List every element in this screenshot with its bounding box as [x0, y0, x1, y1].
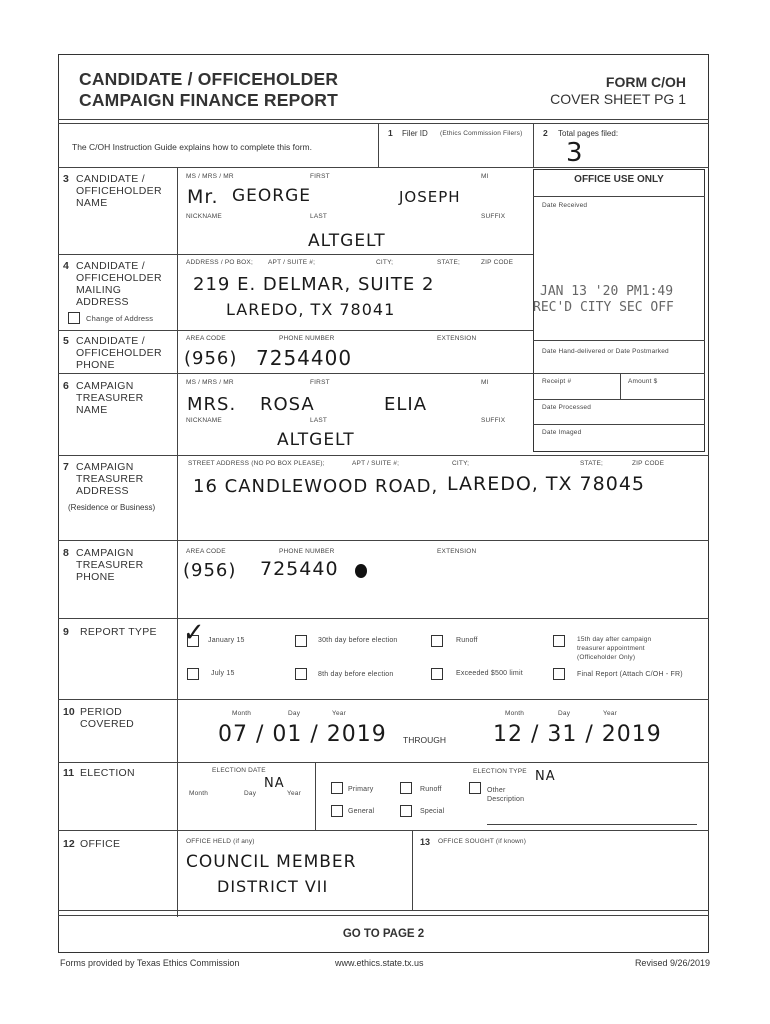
caption-month: Month — [189, 790, 209, 797]
divider — [533, 123, 534, 167]
ink-blot — [355, 564, 367, 578]
caption-suffix: SUFFIX — [481, 417, 506, 424]
instruction-text: The C/OH Instruction Guide explains how to complete this form. — [72, 142, 312, 152]
treasurer-area-code[interactable]: (956) — [183, 560, 237, 581]
candidate-address-line1[interactable]: 219 E. DELMAR, SUITE 2 — [193, 274, 435, 295]
caption-area-code: AREA CODE — [186, 548, 226, 555]
report-type-exceeded-label: Exceeded $500 limit — [456, 670, 523, 677]
election-special-checkbox[interactable] — [400, 805, 412, 817]
section-12-label: OFFICE — [80, 838, 121, 850]
caption-nickname: NICKNAME — [186, 213, 222, 220]
divider — [533, 340, 705, 341]
caption-mi: MI — [481, 379, 489, 386]
office-held-line2[interactable]: DISTRICT VII — [217, 877, 329, 896]
report-type-15th-label: 15th day after campaign treasurer appointment (Officeholder Only) — [577, 636, 652, 661]
divider — [58, 618, 709, 619]
election-other-label: Other Description — [487, 787, 525, 803]
treasurer-middle[interactable]: ELIA — [384, 394, 428, 415]
divider — [58, 119, 709, 120]
office-use-title: OFFICE USE ONLY — [574, 174, 664, 185]
caption-apt: APT / SUITE #; — [268, 259, 316, 266]
footer-website[interactable]: www.ethics.state.tx.us — [335, 958, 424, 968]
election-runoff-label: Runoff — [420, 786, 442, 793]
election-special-label: Special — [420, 808, 445, 815]
caption-zip: ZIP CODE — [481, 259, 514, 266]
divider — [58, 167, 709, 168]
divider — [58, 830, 709, 831]
report-type-8th-label: 8th day before election — [318, 671, 394, 678]
section-3-number: 3 — [63, 173, 69, 185]
election-general-checkbox[interactable] — [331, 805, 343, 817]
divider — [58, 915, 709, 916]
caption-first: FIRST — [310, 379, 330, 386]
election-runoff-checkbox[interactable] — [400, 782, 412, 794]
treasurer-city-state-zip[interactable]: LAREDO, TX 78045 — [447, 473, 645, 495]
check-mark-icon: ✓ — [183, 618, 206, 648]
section-12-number: 12 — [63, 838, 75, 850]
section-8-label: CAMPAIGN TREASURER PHONE — [76, 547, 144, 583]
caption-nickname: NICKNAME — [186, 417, 222, 424]
treasurer-street-address[interactable]: 16 CANDLEWOOD ROAD, — [193, 476, 439, 497]
caption-last: LAST — [310, 213, 328, 220]
caption-mi: MI — [481, 173, 489, 180]
section-11-number: 11 — [63, 767, 75, 779]
candidate-address-line2[interactable]: LAREDO, TX 78041 — [226, 300, 396, 319]
change-of-address-checkbox[interactable] — [68, 312, 80, 324]
caption-apt: APT / SUITE #; — [352, 460, 400, 467]
caption-extension: EXTENSION — [437, 548, 477, 555]
divider — [58, 910, 709, 911]
report-type-exceeded-checkbox[interactable] — [431, 668, 443, 680]
report-type-15th-checkbox[interactable] — [553, 635, 565, 647]
caption-month: Month — [505, 710, 525, 717]
footer-revised: Revised 9/26/2019 — [634, 958, 710, 968]
section-7-sub: (Residence or Business) — [68, 503, 156, 512]
caption-suffix: SUFFIX — [481, 213, 506, 220]
caption-election-type: ELECTION TYPE — [473, 768, 527, 775]
caption-election-date: ELECTION DATE — [212, 767, 266, 774]
divider — [58, 540, 709, 541]
caption-area-code: AREA CODE — [186, 335, 226, 342]
section-9-number: 9 — [63, 626, 69, 638]
section-5-number: 5 — [63, 335, 69, 347]
section-8-number: 8 — [63, 547, 69, 559]
caption-day: Day — [244, 790, 257, 797]
caption-year: Year — [603, 710, 617, 717]
period-to[interactable]: 12 / 31 / 2019 — [493, 722, 662, 747]
treasurer-last-name[interactable]: ALTGELT — [277, 430, 355, 450]
section-9-label: REPORT TYPE — [80, 626, 157, 638]
filer-id-number: 1 — [388, 128, 393, 138]
caption-address: ADDRESS / PO BOX; — [186, 259, 253, 266]
candidate-middle[interactable]: JOSEPH — [399, 188, 461, 206]
total-pages-label: Total pages filed: — [558, 129, 619, 138]
office-held-line1[interactable]: COUNCIL MEMBER — [186, 852, 357, 872]
report-type-final-label: Final Report (Attach C/OH - FR) — [577, 671, 683, 678]
election-other-checkbox[interactable] — [469, 782, 481, 794]
form-title-line2: CAMPAIGN FINANCE REPORT — [79, 90, 338, 110]
go-to-page-2: GO TO PAGE 2 — [342, 928, 425, 940]
caption-day: Day — [558, 710, 571, 717]
date-processed-label: Date Processed — [542, 404, 592, 411]
section-7-label: CAMPAIGN TREASURER ADDRESS — [76, 461, 144, 497]
divider — [58, 699, 709, 700]
caption-state: STATE; — [437, 259, 460, 266]
caption-title: MS / MRS / MR — [186, 379, 234, 386]
section-6-number: 6 — [63, 380, 69, 392]
report-type-30th-checkbox[interactable] — [295, 635, 307, 647]
caption-office-sought: OFFICE SOUGHT (if known) — [438, 838, 527, 845]
divider — [533, 373, 705, 374]
divider — [533, 399, 705, 400]
caption-day: Day — [288, 710, 301, 717]
report-type-january-label: January 15 — [208, 637, 245, 644]
election-type-value[interactable]: NA — [535, 769, 556, 784]
report-type-8th-checkbox[interactable] — [295, 668, 307, 680]
footer-provider: Forms provided by Texas Ethics Commission — [60, 958, 240, 968]
divider — [58, 330, 533, 331]
total-pages-value: 3 — [566, 138, 584, 168]
receipt-label: Receipt # — [542, 378, 572, 385]
section-10-number: 10 — [63, 706, 75, 718]
report-type-runoff-checkbox[interactable] — [431, 635, 443, 647]
report-type-runoff-label: Runoff — [456, 637, 478, 644]
section-4-number: 4 — [63, 260, 69, 272]
caption-last: LAST — [310, 417, 328, 424]
election-primary-label: Primary — [348, 786, 374, 793]
filer-id-label: Filer ID — [402, 129, 428, 138]
candidate-area-code[interactable]: (956) — [184, 348, 238, 369]
divider — [533, 196, 705, 197]
treasurer-phone[interactable]: 725440 — [260, 558, 339, 580]
report-type-final-checkbox[interactable] — [553, 668, 565, 680]
caption-extension: EXTENSION — [437, 335, 477, 342]
section-5-label: CANDIDATE / OFFICEHOLDER PHONE — [76, 335, 162, 371]
caption-phone: PHONE NUMBER — [279, 548, 335, 555]
section-7-number: 7 — [63, 461, 69, 473]
date-imaged-label: Date Imaged — [542, 429, 582, 436]
treasurer-first-name[interactable]: ROSA — [260, 394, 315, 415]
caption-phone: PHONE NUMBER — [279, 335, 335, 342]
divider — [58, 123, 709, 124]
divider — [58, 254, 533, 255]
change-of-address-label: Change of Address — [86, 314, 154, 323]
received-stamp-line2: REC'D CITY SEC OFF — [533, 300, 674, 315]
candidate-first-name[interactable]: GEORGE — [232, 186, 312, 206]
divider — [533, 424, 705, 425]
caption-city: CITY; — [376, 259, 394, 266]
form-title-line1: CANDIDATE / OFFICEHOLDER — [79, 69, 339, 89]
total-pages-number: 2 — [543, 128, 548, 138]
divider — [58, 373, 533, 374]
candidate-phone[interactable]: 7254400 — [256, 346, 353, 370]
divider — [315, 762, 316, 830]
report-type-30th-label: 30th day before election — [318, 637, 398, 644]
caption-office-held: OFFICE HELD (if any) — [186, 838, 255, 845]
candidate-title[interactable]: Mr. — [187, 186, 219, 208]
caption-street: STREET ADDRESS (NO PO BOX PLEASE); — [188, 460, 325, 467]
through-label: THROUGH — [403, 735, 446, 745]
form-subtitle: COVER SHEET PG 1 — [550, 91, 686, 107]
treasurer-title[interactable]: MRS. — [187, 394, 237, 415]
divider — [620, 373, 621, 399]
caption-first: FIRST — [310, 173, 330, 180]
section-13-number: 13 — [420, 837, 431, 847]
caption-state: STATE; — [580, 460, 603, 467]
election-primary-checkbox[interactable] — [331, 782, 343, 794]
election-general-label: General — [348, 808, 375, 815]
divider — [58, 455, 709, 456]
section-6-label: CAMPAIGN TREASURER NAME — [76, 380, 144, 416]
caption-year: Year — [332, 710, 346, 717]
form-code: FORM C/OH — [605, 74, 686, 90]
section-4-label: CANDIDATE / OFFICEHOLDER MAILING ADDRESS — [76, 260, 162, 308]
amount-label: Amount $ — [628, 378, 658, 385]
section-3-label: CANDIDATE / OFFICEHOLDER NAME — [76, 173, 162, 209]
date-hand-delivered-label: Date Hand-delivered or Date Postmarked — [542, 348, 669, 355]
period-from[interactable]: 07 / 01 / 2019 — [218, 722, 387, 747]
caption-zip: ZIP CODE — [632, 460, 665, 467]
candidate-last-name[interactable]: ALTGELT — [308, 231, 386, 251]
report-type-july-label: July 15 — [211, 670, 235, 677]
divider — [378, 123, 379, 167]
caption-month: Month — [232, 710, 252, 717]
other-description-line — [487, 824, 697, 825]
report-type-july-checkbox[interactable] — [187, 668, 199, 680]
caption-title: MS / MRS / MR — [186, 173, 234, 180]
section-11-label: ELECTION — [80, 767, 135, 779]
section-10-label: PERIOD COVERED — [80, 706, 135, 730]
label-column-divider — [177, 167, 178, 917]
caption-city: CITY; — [452, 460, 470, 467]
divider — [58, 762, 709, 763]
received-stamp-line1: JAN 13 '20 PM1:49 — [540, 284, 674, 299]
election-date-value[interactable]: NA — [264, 776, 285, 791]
caption-year: Year — [287, 790, 301, 797]
filer-id-sub: (Ethics Commission Filers) — [440, 130, 523, 137]
date-received-label: Date Received — [542, 202, 588, 209]
divider — [412, 830, 413, 910]
